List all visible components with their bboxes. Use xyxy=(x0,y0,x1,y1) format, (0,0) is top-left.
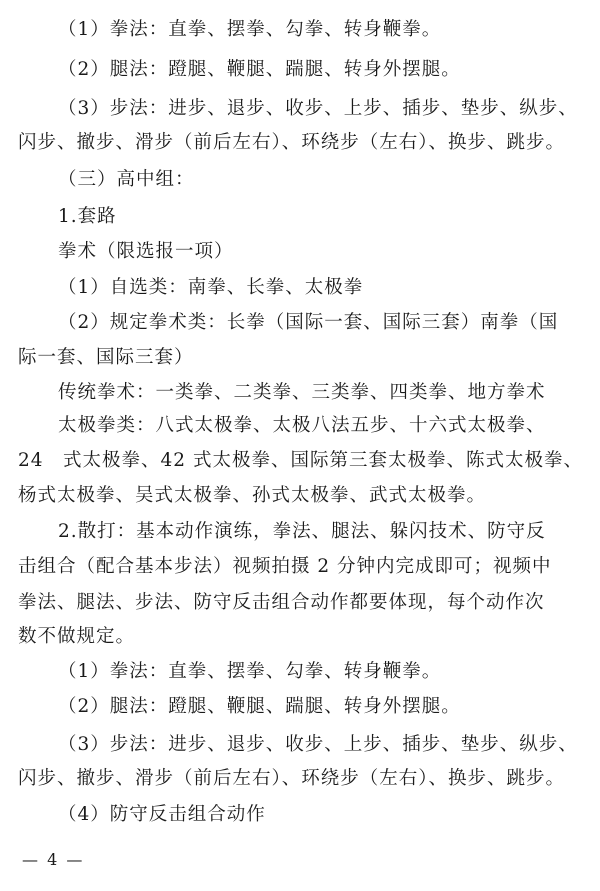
sanda-kick-line: （2）腿法：蹬腿、鞭腿、踹腿、转身外摆腿。 xyxy=(58,696,461,717)
counterattack-line: （4）防守反击组合动作 xyxy=(58,804,266,825)
kick-technique-line: （2）腿法：蹬腿、鞭腿、踹腿、转身外摆腿。 xyxy=(58,59,461,80)
prescribed-boxing-line-2: 际一套、国际三套） xyxy=(18,347,194,368)
punch-technique-line: （1）拳法：直拳、摆拳、勾拳、转身鞭拳。 xyxy=(58,19,442,40)
traditional-boxing-line: 传统拳术：一类拳、二类拳、三类拳、四类拳、地方拳术 xyxy=(58,382,546,403)
sanda-footwork-line-1: （3）步法：进步、退步、收步、上步、插步、垫步、纵步、 xyxy=(58,734,578,755)
taiji-line-1: 太极拳类：八式太极拳、太极八法五步、十六式太极拳、 xyxy=(58,415,546,436)
sanda-line-1: 2.散打：基本动作演练，拳法、腿法、躲闪技术、防守反 xyxy=(58,521,546,542)
section-heading-high-school: （三）高中组： xyxy=(58,169,195,190)
sanda-line-4: 数不做规定。 xyxy=(18,626,136,647)
sanda-line-2: 击组合（配合基本步法）视频拍摄 2 分钟内完成即可；视频中 xyxy=(18,556,552,577)
page-number: — 4 — xyxy=(22,850,85,869)
footwork-line-1: （3）步法：进步、退步、收步、上步、插步、垫步、纵步、 xyxy=(58,98,578,119)
optional-category-line: （1）自选类：南拳、长拳、太极拳 xyxy=(58,277,364,298)
taiji-line-3: 杨式太极拳、吴式太极拳、孙式太极拳、武式太极拳。 xyxy=(18,485,487,506)
sanda-footwork-line-2: 闪步、撤步、滑步（前后左右）、环绕步（左右）、换步、跳步。 xyxy=(18,768,566,789)
boxing-heading: 拳术（限选报一项） xyxy=(58,241,234,262)
sanda-punch-line: （1）拳法：直拳、摆拳、勾拳、转身鞭拳。 xyxy=(58,661,442,682)
routine-heading: 1.套路 xyxy=(58,206,117,227)
prescribed-boxing-line-1: （2）规定拳术类：长拳（国际一套、国际三套）南拳（国 xyxy=(58,312,559,333)
footwork-line-2: 闪步、撤步、滑步（前后左右）、环绕步（左右）、换步、跳步。 xyxy=(18,132,566,153)
taiji-line-2: 24 式太极拳、42 式太极拳、国际第三套太极拳、陈式太极拳、 xyxy=(18,450,583,471)
sanda-line-3: 拳法、腿法、步法、防守反击组合动作都要体现，每个动作次 xyxy=(18,592,545,613)
